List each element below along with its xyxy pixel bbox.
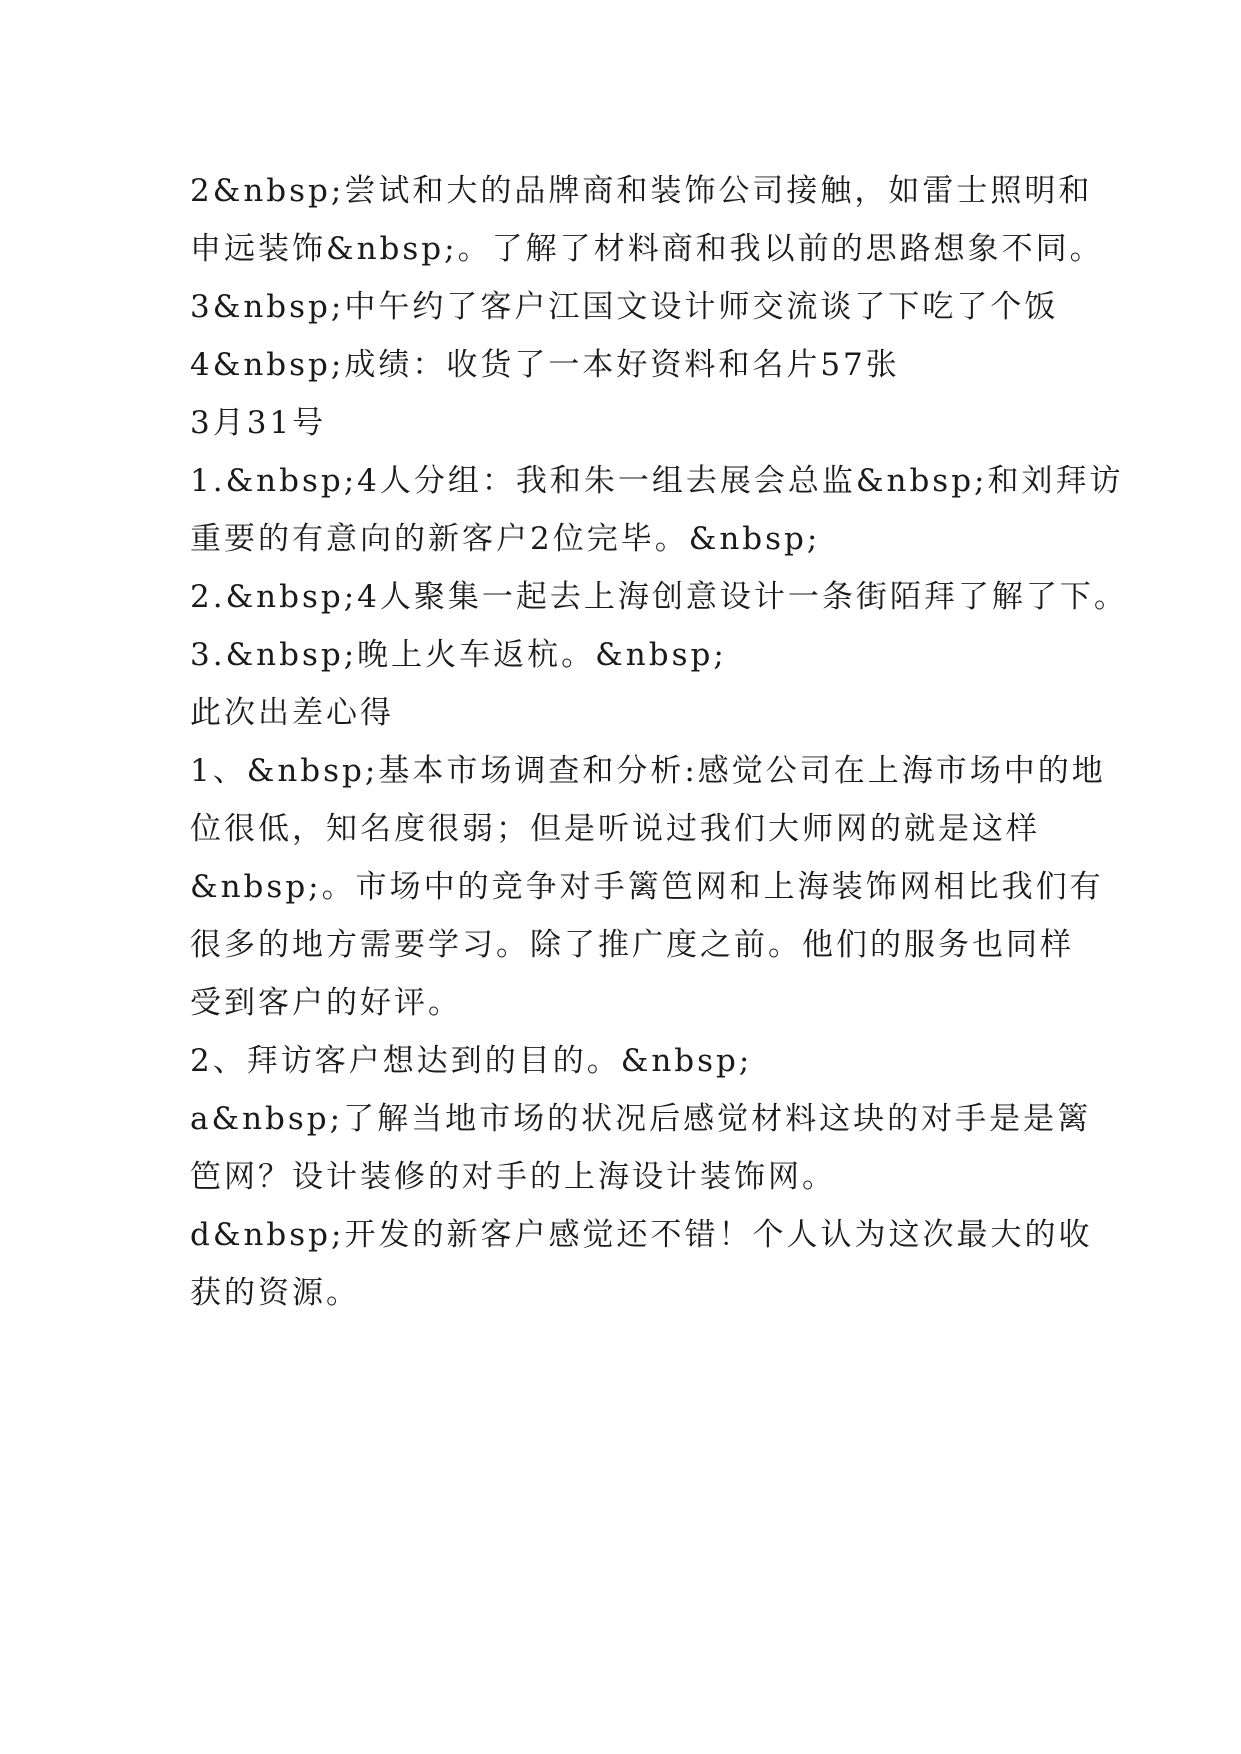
- text-line: 重要的有意向的新客户2位完毕。&nbsp;: [190, 521, 821, 557]
- text-line: 4&nbsp;成绩：收货了一本好资料和名片57张: [190, 347, 900, 383]
- text-line: 1.&nbsp;4人分组：我和朱一组去展会总监&nbsp;和刘拜访: [190, 463, 1124, 499]
- text-line: 位很低，知名度很弱；但是听说过我们大师网的就是这样: [190, 811, 1040, 847]
- text-line: 受到客户的好评。: [190, 985, 462, 1021]
- text-line: 笆网？设计装修的对手的上海设计装饰网。: [190, 1159, 836, 1195]
- text-line: a&nbsp;了解当地市场的状况后感觉材料这块的对手是是篱: [190, 1101, 1092, 1137]
- text-line: 2、拜访客户想达到的目的。&nbsp;: [190, 1043, 753, 1079]
- date-heading: 3月31号: [190, 405, 327, 441]
- text-line: 获的资源。: [190, 1275, 360, 1311]
- text-line: 2.&nbsp;4人聚集一起去上海创意设计一条街陌拜了解了下。: [190, 579, 1128, 615]
- text-line: 申远装饰&nbsp;。了解了材料商和我以前的思路想象不同。: [190, 231, 1104, 267]
- text-line: 很多的地方需要学习。除了推广度之前。他们的服务也同样: [190, 927, 1074, 963]
- section-heading: 此次出差心得: [190, 695, 394, 731]
- text-line: 3.&nbsp;晚上火车返杭。&nbsp;: [190, 637, 727, 673]
- text-line: 3&nbsp;中午约了客户江国文设计师交流谈了下吃了个饭: [190, 289, 1059, 325]
- text-line: 1、&nbsp;基本市场调查和分析:感觉公司在上海市场中的地: [190, 753, 1106, 789]
- text-line: 2&nbsp;尝试和大的品牌商和装饰公司接触，如雷士照明和: [190, 173, 1093, 209]
- document-body: [190, 162, 1128, 1322]
- text-line: &nbsp;。市场中的竞争对手篱笆网和上海装饰网相比我们有: [190, 869, 1104, 905]
- text-line: d&nbsp;开发的新客户感觉还不错！个人认为这次最大的收: [190, 1217, 1093, 1253]
